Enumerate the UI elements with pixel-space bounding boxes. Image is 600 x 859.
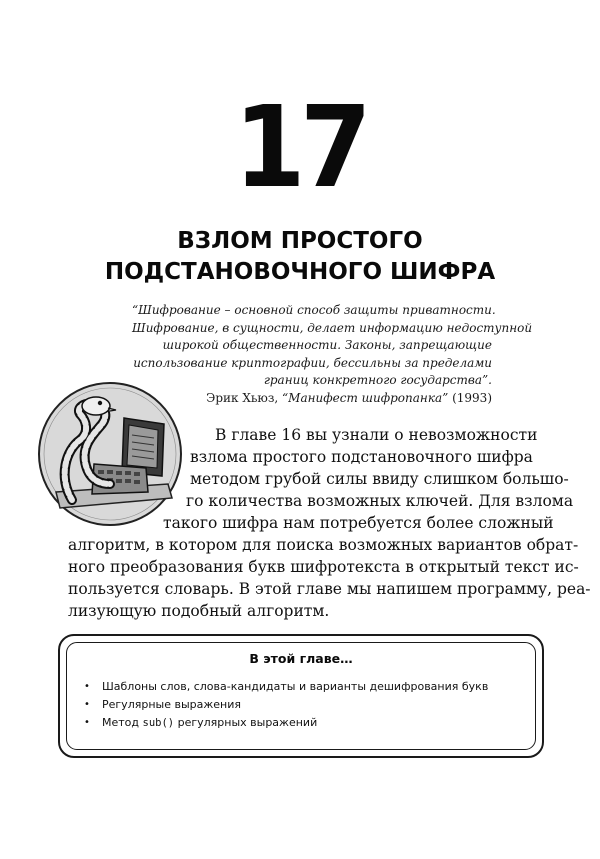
epigraph-source: “Манифест шифропанка” (282, 390, 449, 405)
epigraph-attribution (132, 390, 492, 408)
chapter-title-line-2: ПОДСТАНОВОЧНОГО ШИФРА (104, 259, 496, 285)
intro-line: взлома простого подстановочного шифра (190, 448, 533, 466)
epigraph-line: Шифрование, в сущности, делает информацию недоступной (132, 320, 533, 335)
intro-line: го количества возможных ключей. Для взлома (186, 492, 574, 510)
epigraph-author: Эрик Хьюз, (206, 390, 283, 405)
bullet-icon: • (84, 681, 90, 692)
bullet-icon: • (84, 699, 90, 710)
list-item-text: Регулярные выражения (102, 698, 241, 711)
in-this-chapter-box (58, 634, 544, 758)
chapter-title-line-1: ВЗЛОМ ПРОСТОГО (177, 228, 423, 254)
list-item-code: sub() (142, 717, 175, 729)
intro-line: такого шифра нам потребуется более сложный (163, 514, 554, 532)
list-item (84, 678, 488, 696)
epigraph-line: “Шифрование – основной способ защиты приватности. (132, 303, 496, 317)
intro-line: алгоритм, в котором для поиска возможных вариантов обрат- (68, 536, 579, 554)
list-item-suffix: регулярных выражений (174, 716, 318, 729)
in-this-chapter-list (84, 678, 488, 732)
epigraph (132, 302, 533, 408)
list-item (84, 714, 488, 732)
intro-line: В главе 16 вы узнали о невозможности (215, 426, 538, 444)
chapter-number: 17 (233, 83, 367, 213)
intro-line: методом грубой силы ввиду слишком большо- (190, 470, 569, 488)
bullet-icon: • (84, 717, 90, 728)
snake-hacker-at-computer-illustration (36, 380, 184, 528)
in-this-chapter-heading: В этой главе… (249, 651, 353, 666)
epigraph-line: использование криптографии, бессильны за пределами (133, 355, 492, 370)
epigraph-line: границ конкретного государства”. (263, 373, 492, 388)
epigraph-year: (1993) (448, 390, 492, 405)
intro-line: ного преобразования букв шифротекста в открытый текст ис- (68, 558, 579, 576)
intro-line: пользуется словарь. В этой главе мы напишем программу, реа- (68, 580, 591, 598)
epigraph-line: широкой общественности. Законы, запрещающие (162, 338, 492, 353)
intro-line: лизующую подобный алгоритм. (68, 602, 330, 620)
list-item-prefix: Метод (102, 716, 143, 729)
list-item (84, 696, 488, 714)
list-item-text: Шаблоны слов, слова-кандидаты и варианты дешифрования букв (102, 680, 489, 693)
